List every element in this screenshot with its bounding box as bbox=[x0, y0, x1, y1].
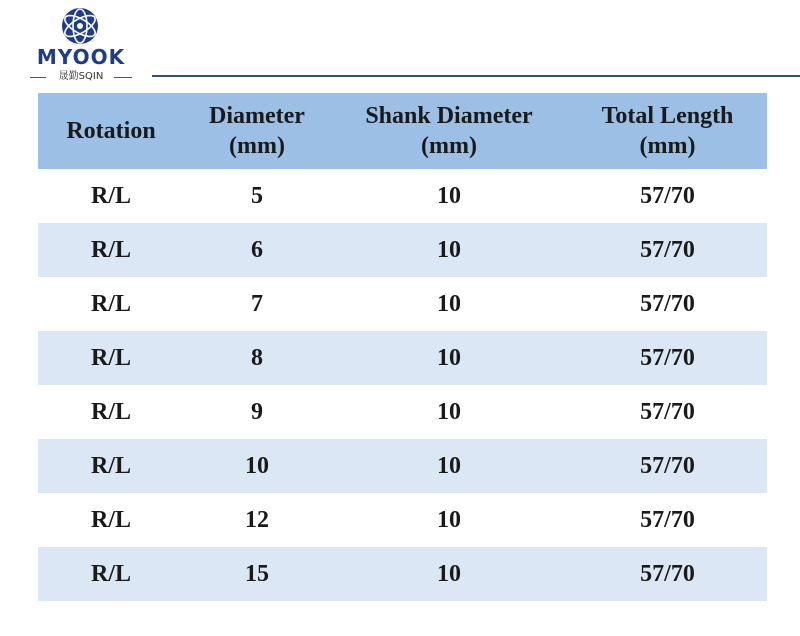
cell-diameter: 7 bbox=[184, 277, 330, 331]
brand-subtitle-row bbox=[30, 70, 132, 84]
spec-table-body bbox=[38, 169, 767, 601]
cell-total-length: 57/70 bbox=[568, 331, 767, 385]
table-row bbox=[38, 223, 767, 277]
cell-rotation: R/L bbox=[38, 223, 184, 277]
cell-shank-diameter: 10 bbox=[330, 493, 568, 547]
cell-diameter: 15 bbox=[184, 547, 330, 601]
cell-shank-diameter: 10 bbox=[330, 169, 568, 223]
header-total-length-unit: (mm) bbox=[639, 133, 696, 159]
cell-shank-diameter: 10 bbox=[330, 223, 568, 277]
spec-table bbox=[38, 93, 767, 601]
header-rotation bbox=[38, 93, 184, 169]
brand-subtitle: 晟勤SQIN bbox=[58, 71, 104, 82]
table-row bbox=[38, 547, 767, 601]
cell-diameter: 10 bbox=[184, 439, 330, 493]
cell-rotation: R/L bbox=[38, 331, 184, 385]
header-diameter-unit: (mm) bbox=[229, 133, 285, 159]
subtitle-line-left bbox=[30, 77, 46, 78]
cell-diameter: 8 bbox=[184, 331, 330, 385]
header-shank-diameter-unit: (mm) bbox=[421, 133, 477, 159]
cell-total-length: 57/70 bbox=[568, 277, 767, 331]
cell-diameter: 6 bbox=[184, 223, 330, 277]
header-row bbox=[38, 93, 767, 169]
header-total-length bbox=[568, 93, 767, 169]
table-row bbox=[38, 439, 767, 493]
header-diameter-label: Diameter bbox=[209, 103, 305, 129]
cell-rotation: R/L bbox=[38, 493, 184, 547]
header-rule bbox=[152, 75, 800, 77]
table-row bbox=[38, 169, 767, 223]
brand-name: MYOOK bbox=[36, 45, 126, 69]
header-diameter bbox=[184, 93, 330, 169]
cell-rotation: R/L bbox=[38, 169, 184, 223]
cell-rotation: R/L bbox=[38, 547, 184, 601]
cell-total-length: 57/70 bbox=[568, 169, 767, 223]
table-row bbox=[38, 385, 767, 439]
header-shank-diameter bbox=[330, 93, 568, 169]
header-total-length-label: Total Length bbox=[601, 103, 734, 129]
cell-rotation: R/L bbox=[38, 277, 184, 331]
table-row bbox=[38, 331, 767, 385]
spec-table-header bbox=[38, 93, 767, 169]
cell-total-length: 57/70 bbox=[568, 223, 767, 277]
cell-shank-diameter: 10 bbox=[330, 277, 568, 331]
cell-total-length: 57/70 bbox=[568, 439, 767, 493]
cell-rotation: R/L bbox=[38, 439, 184, 493]
header-rotation-label: Rotation bbox=[66, 118, 156, 144]
cell-rotation: R/L bbox=[38, 385, 184, 439]
cell-total-length: 57/70 bbox=[568, 547, 767, 601]
cell-shank-diameter: 10 bbox=[330, 439, 568, 493]
globe-logo-icon bbox=[60, 6, 100, 46]
subtitle-line-right bbox=[114, 77, 132, 78]
cell-shank-diameter: 10 bbox=[330, 385, 568, 439]
cell-shank-diameter: 10 bbox=[330, 547, 568, 601]
cell-diameter: 5 bbox=[184, 169, 330, 223]
table-row bbox=[38, 277, 767, 331]
cell-shank-diameter: 10 bbox=[330, 331, 568, 385]
header-shank-diameter-label: Shank Diameter bbox=[365, 103, 533, 129]
cell-total-length: 57/70 bbox=[568, 493, 767, 547]
cell-total-length: 57/70 bbox=[568, 385, 767, 439]
table-row bbox=[38, 493, 767, 547]
brand-logo bbox=[30, 6, 132, 86]
cell-diameter: 12 bbox=[184, 493, 330, 547]
cell-diameter: 9 bbox=[184, 385, 330, 439]
